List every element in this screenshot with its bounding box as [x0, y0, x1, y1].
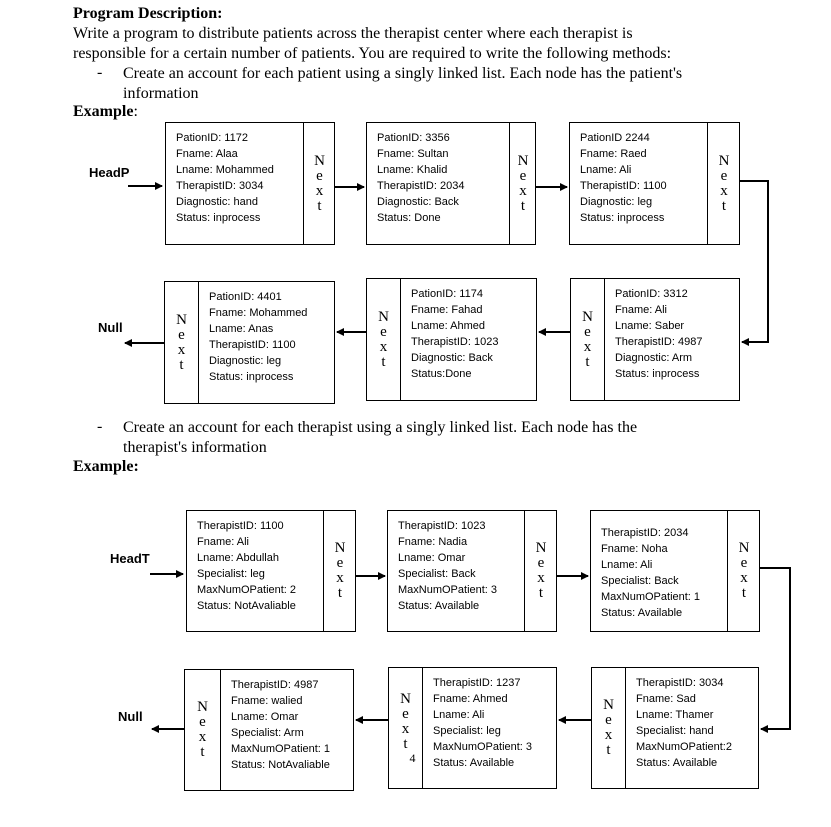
null-label-patients: Null [98, 320, 123, 335]
bullet-2-line-1: Create an account for each therapist using a singly linked list. Each node has the [123, 419, 638, 436]
next-pointer-cell: N e x t [378, 308, 389, 370]
patient-info: PationID: 3356 Fname: Sultan Lname: Khalid TherapistID: 2034 Diagnostic: Back Status: Done [367, 123, 510, 244]
intro-line-2: responsible for a certain number of patients. You are required to write the following methods: [73, 45, 672, 62]
bullet-dash-2: - [97, 418, 103, 435]
null-label-therapists: Null [118, 709, 143, 724]
therapist-info: TherapistID: 1100 Fname: Ali Lname: Abdullah Specialist: leg MaxNumOPatient: 2 Status: NotAvaliable [187, 511, 324, 631]
bullet-1-line-1: Create an account for each patient using a singly linked list. Each node has the patient's [123, 65, 683, 82]
stray-digit: 4 [409, 751, 416, 765]
therapist-info: TherapistID: 1237 Fname: Ahmed Lname: Ali Specialist: leg MaxNumOPatient: 3 Status: Available [422, 668, 556, 788]
therapist-info: TherapistID: 1023 Fname: Nadia Lname: Omar Specialist: Back MaxNumOPatient: 3 Status: Available [388, 511, 525, 631]
patient-info: PationID: 1172 Fname: Alaa Lname: Mohammed TherapistID: 3034 Diagnostic: hand Status: inprocess [166, 123, 304, 244]
patient-info: PationID: 3312 Fname: Ali Lname: Saber TherapistID: 4987 Diagnostic: Arm Status: inprocess [604, 279, 739, 400]
headt-label: HeadT [110, 551, 150, 566]
next-pointer-cell: N e x t [176, 311, 187, 373]
next-pointer-cell: N e x t 4 [400, 691, 416, 765]
intro-line-1: Write a program to distribute patients across the therapist center where each therapist is [73, 25, 633, 42]
therapist-info: TherapistID: 2034 Fname: Noha Lname: Ali Specialist: Back MaxNumOPatient: 1 Status: Available [591, 511, 728, 631]
next-pointer-cell: N e x t [517, 152, 529, 214]
patient-info: PationID: 1174 Fname: Fahad Lname: Ahmed TherapistID: 1023 Diagnostic: Back Status:Done [400, 279, 536, 400]
example-label-1: Example: [73, 103, 138, 120]
example-label-2: Example: [73, 458, 139, 475]
next-pointer-cell: N e x t [738, 540, 750, 601]
next-pointer-cell: N e x t [197, 699, 208, 760]
next-pointer-cell: N e x t [603, 697, 614, 758]
headp-label: HeadP [89, 165, 130, 180]
next-pointer-cell: N e x t [314, 152, 325, 214]
therapist-info: TherapistID: 4987 Fname: walied Lname: Omar Specialist: Arm MaxNumOPatient: 1 Status: NotAvaliable [220, 670, 353, 790]
next-pointer-cell: N e x t [334, 540, 346, 601]
patient-info: PationID 2244 Fname: Raed Lname: Ali TherapistID: 1100 Diagnostic: leg Status: inprocess [570, 123, 708, 244]
patient-info: PationID: 4401 Fname: Mohammed Lname: Anas TherapistID: 1100 Diagnostic: leg Status: inprocess [198, 282, 334, 403]
next-pointer-cell: N e x t [582, 308, 593, 370]
next-pointer-cell: N e x t [718, 152, 730, 214]
bullet-1-line-2: information [123, 85, 199, 102]
bullet-dash-1: - [97, 64, 103, 81]
patient-wrap-arrow [740, 181, 768, 342]
bullet-2-line-2: therapist's information [123, 439, 267, 456]
therapist-wrap-arrow [760, 568, 790, 729]
program-description-title: Program Description: [73, 5, 223, 22]
next-pointer-cell: N e x t [535, 540, 547, 601]
therapist-info: TherapistID: 3034 Fname: Sad Lname: Thamer Specialist: hand MaxNumOPatient:2 Status: Available [625, 668, 758, 788]
